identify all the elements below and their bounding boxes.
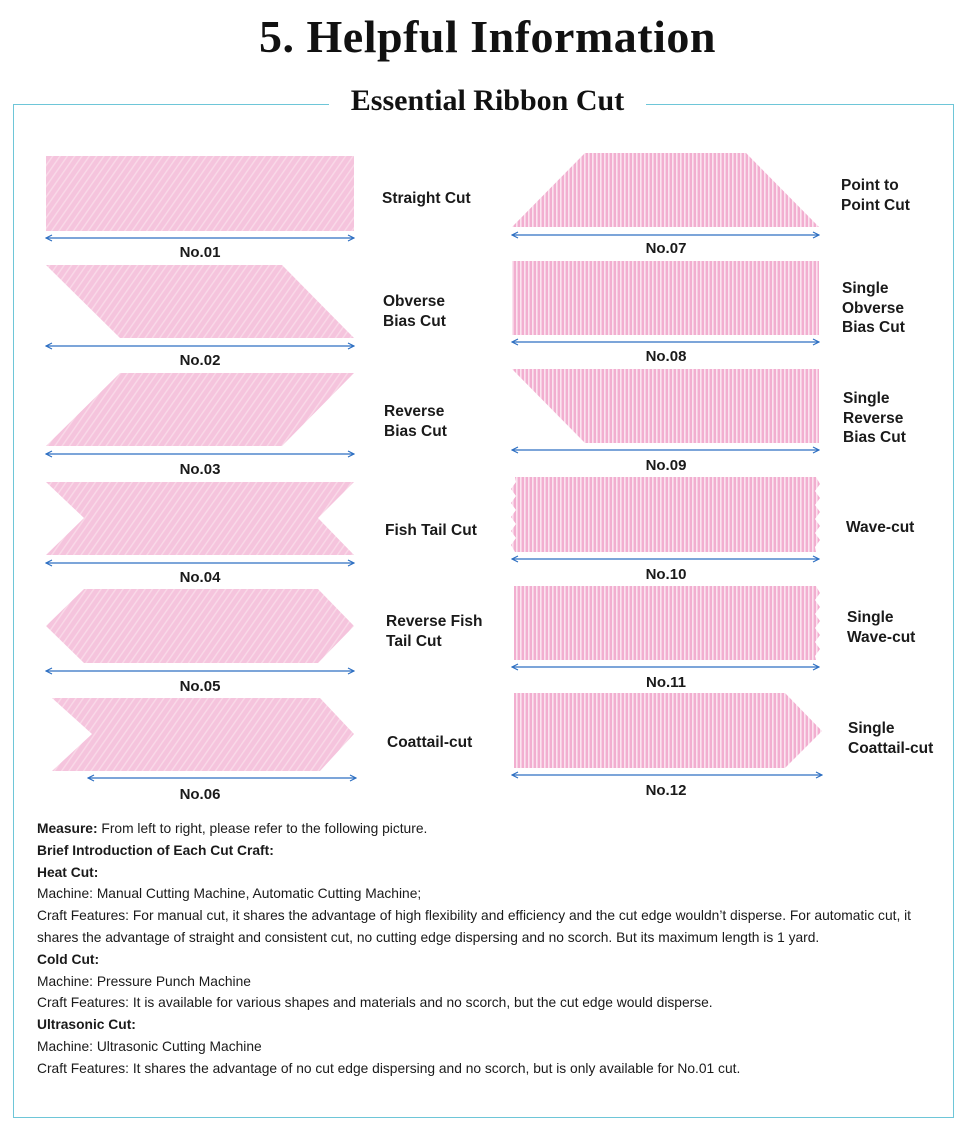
ribbon-no02 [46, 265, 354, 338]
cut-number-no06: No.06 [179, 786, 221, 803]
intro-heading: Brief Introduction of Each Cut Craft: [37, 842, 274, 858]
ribbon-no10 [511, 477, 820, 552]
cut-label-no09: Single Reverse Bias Cut [843, 390, 906, 446]
ultrasonic-cut-machine: Machine: Ultrasonic Cutting Machine [37, 1038, 262, 1054]
ribbon-no09 [512, 369, 819, 443]
ribbon-no06 [52, 698, 354, 771]
ribbon-no01 [46, 156, 354, 231]
cold-cut-features: Craft Features: It is available for various shapes and materials and no scorch, but the cut edge would disperse. [37, 995, 713, 1011]
measure-line [37, 818, 942, 840]
cut-label-no08: Single Obverse Bias Cut [842, 280, 905, 336]
cut-label-no11: Single Wave-cut [847, 609, 916, 646]
cut-label-no01: Straight Cut [382, 190, 471, 207]
ribbon-no07 [512, 153, 819, 227]
ribbon-no12 [514, 693, 822, 768]
measure-label: Measure: [37, 821, 98, 836]
cut-number-no08: No.08 [645, 348, 687, 365]
cold-cut-heading: Cold Cut: [37, 951, 100, 967]
page-title: 5. Helpful Information [259, 11, 716, 62]
cut-number-no10: No.10 [645, 566, 687, 583]
cut-label-no04: Fish Tail Cut [385, 522, 477, 539]
section-title: Essential Ribbon Cut [329, 84, 646, 117]
ribbon-no11 [514, 586, 820, 660]
ribbon-no05 [46, 589, 354, 663]
heat-cut-features: Craft Features: For manual cut, it shares the advantage of high flexibility and efficiency and the cut edge wouldn’t disperse. For automatic cut, it shares the advantage of straight and consistent cut, no cutting edge dispersing and no scorch. But its maximum length is 1 yard. [37, 908, 912, 945]
ribbon-no03 [46, 373, 354, 446]
cut-notes [37, 818, 942, 1080]
cut-number-no11: No.11 [645, 674, 687, 691]
cut-number-no02: No.02 [179, 352, 221, 369]
cut-label-no05: Reverse Fish Tail Cut [386, 613, 483, 650]
ribbon-no04 [46, 482, 354, 555]
cut-number-no04: No.04 [179, 569, 221, 586]
cold-cut-machine: Machine: Pressure Punch Machine [37, 973, 251, 989]
cut-number-no01: No.01 [179, 244, 221, 261]
ultrasonic-cut-heading: Ultrasonic Cut: [37, 1017, 136, 1033]
cut-number-no05: No.05 [179, 678, 221, 695]
cut-label-no06: Coattail-cut [387, 734, 473, 751]
measure-text: From left to right, please refer to the following picture. [97, 821, 428, 836]
heat-cut-machine: Machine: Manual Cutting Machine, Automatic Cutting Machine; [37, 886, 422, 902]
cut-label-no03: Reverse Bias Cut [384, 403, 447, 440]
cut-label-no10: Wave-cut [846, 519, 915, 536]
ribbon-no08 [512, 261, 819, 335]
cut-number-no07: No.07 [645, 240, 687, 257]
heat-cut-heading: Heat Cut: [37, 864, 99, 880]
ultrasonic-cut-features: Craft Features: It shares the advantage of no cut edge dispersing and no scorch, but is only available for No.01 cut. [37, 1060, 741, 1076]
cut-number-no09: No.09 [645, 457, 687, 474]
cut-label-no12: Single Coattail-cut [848, 720, 934, 757]
cut-label-no02: Obverse Bias Cut [383, 293, 446, 330]
cut-number-no03: No.03 [179, 461, 221, 478]
cut-number-no12: No.12 [645, 782, 687, 799]
cut-label-no07: Point to Point Cut [841, 177, 910, 214]
